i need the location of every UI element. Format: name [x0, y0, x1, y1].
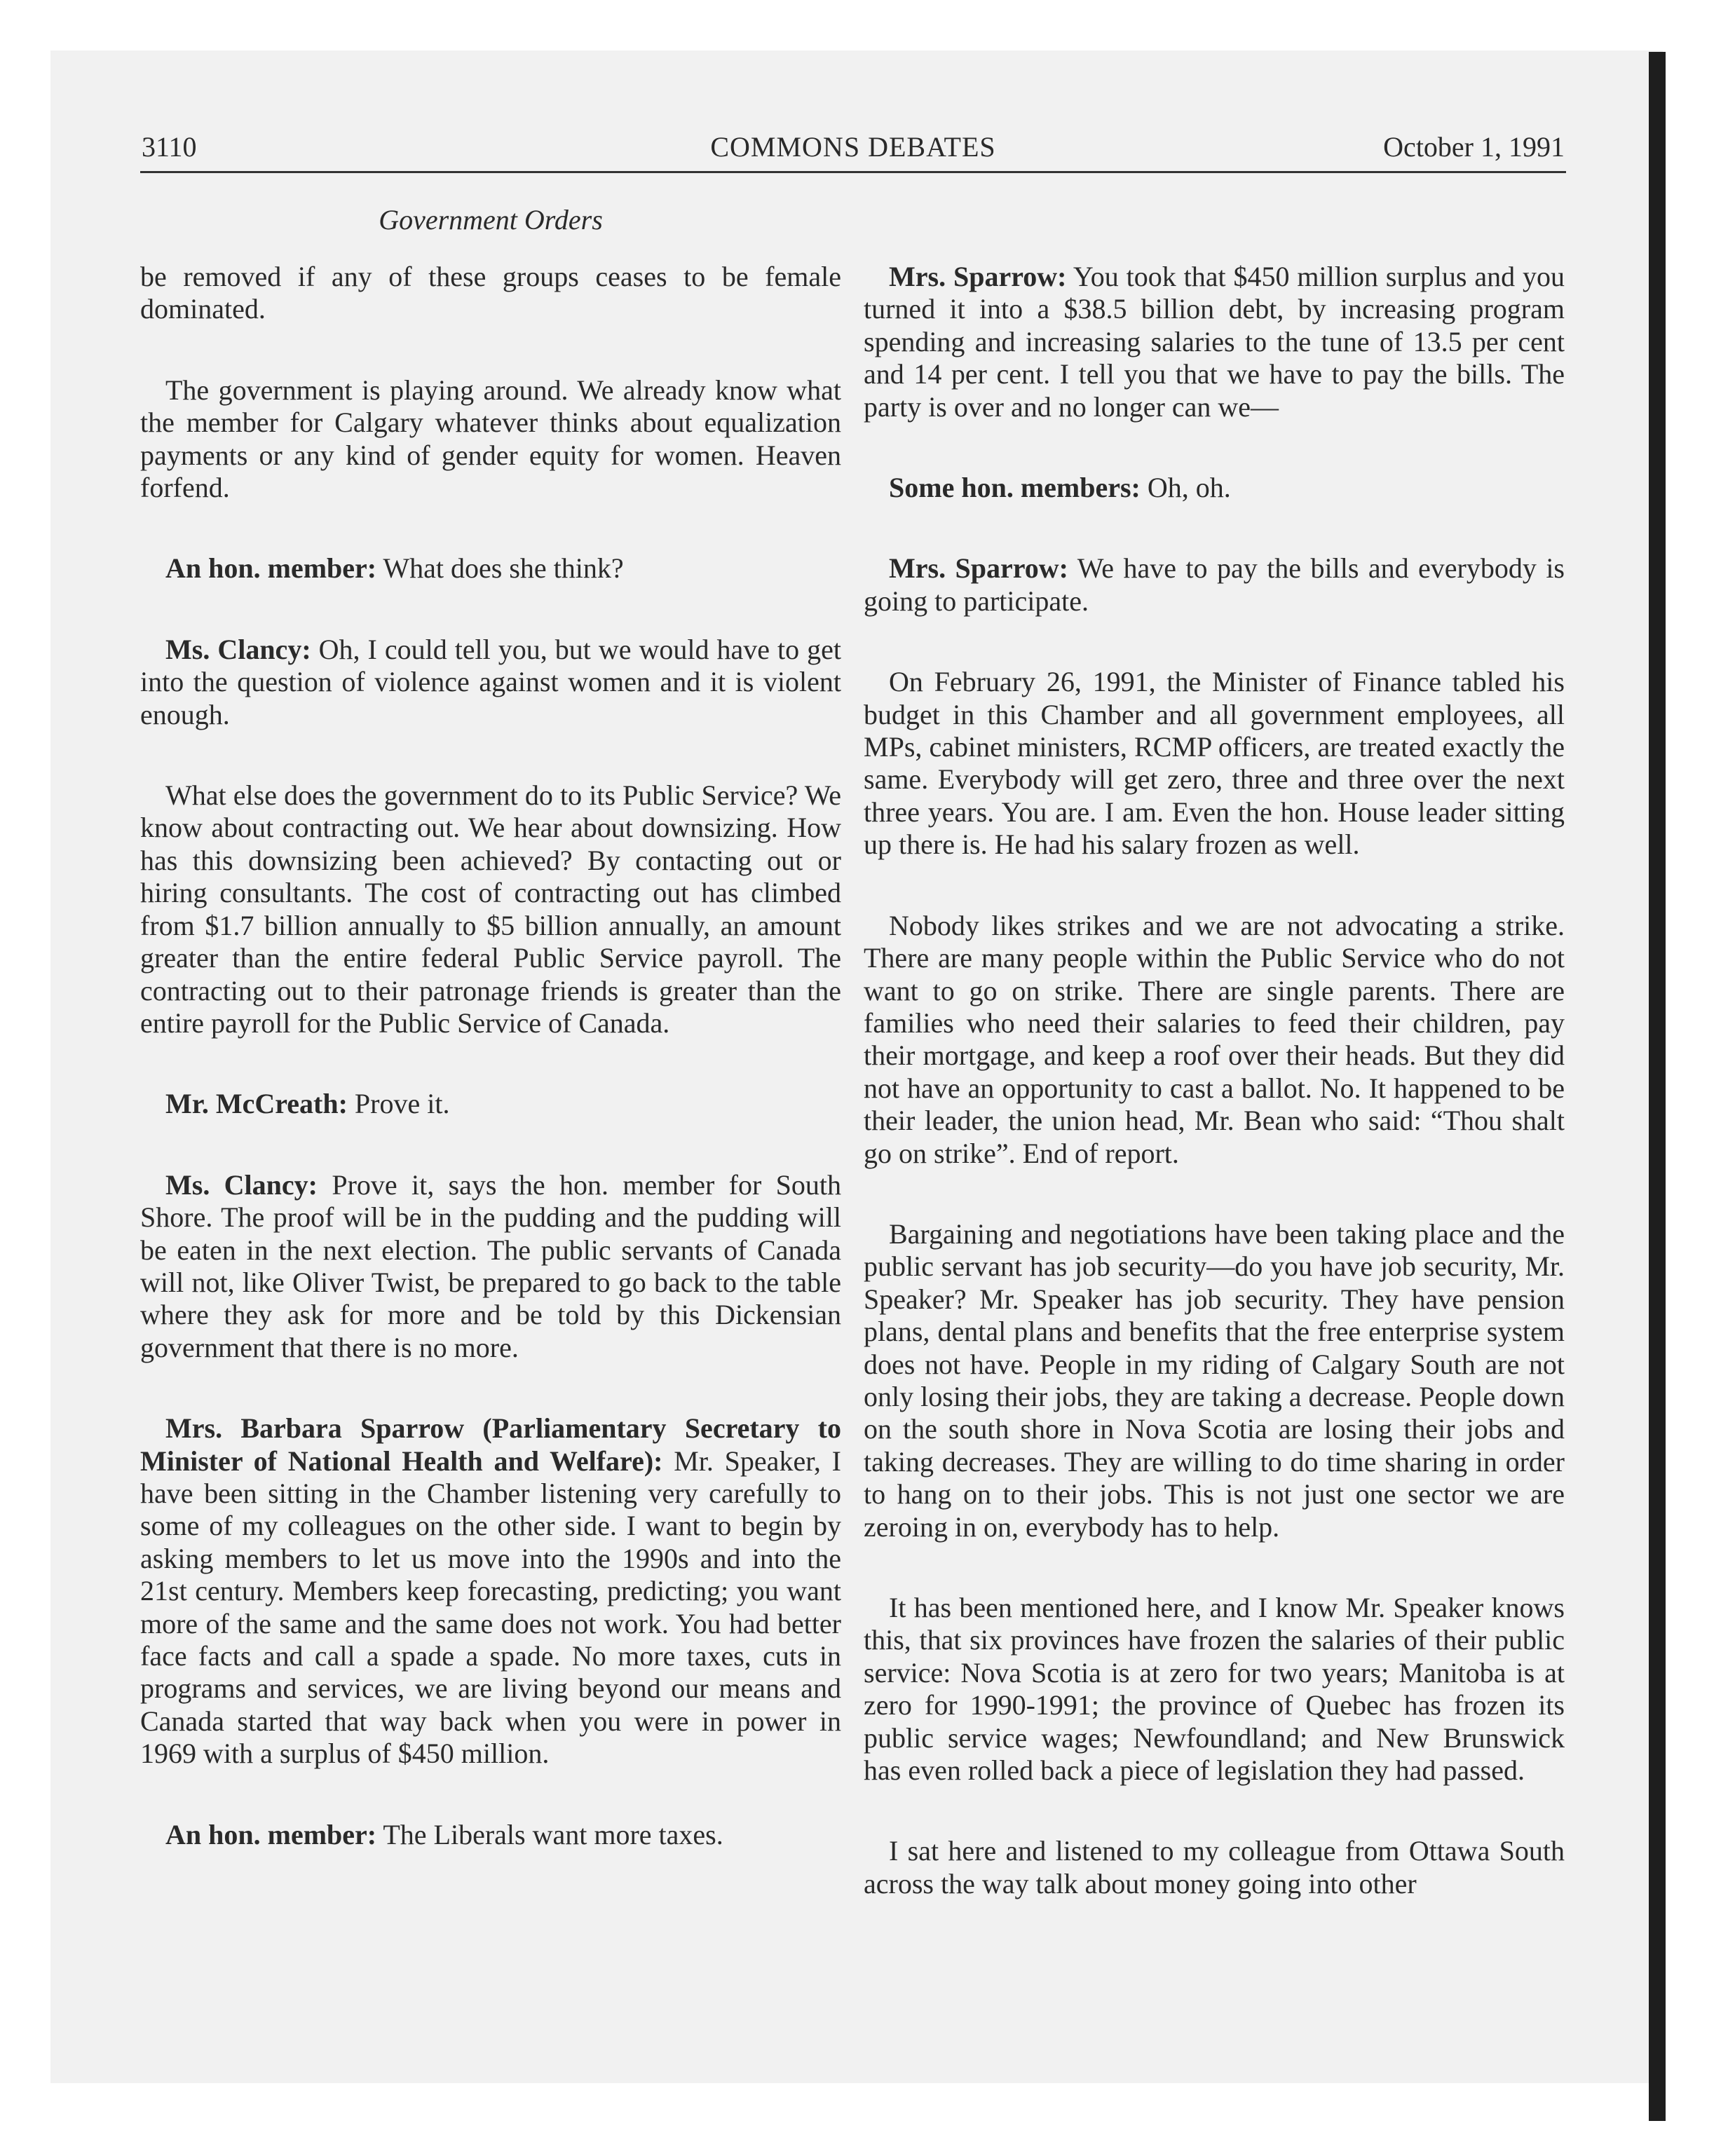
paragraph — [140, 779, 841, 1039]
paragraph-text: Prove it. — [347, 1088, 450, 1120]
paragraph — [864, 910, 1565, 1170]
paragraph-text: Mr. Speaker, I have been sitting in the Chamber listening very carefully to some of my colleagues on the other side. I want to begin by asking members to let us move into the 1990s and into the 21st century. Members keep forecasting, predicting; you want more of the same and the same does not work. You had better face facts and call a spade a spade. No more taxes, cuts in programs and services, we are living beyond our means and Canada started that way back when you were in power in 1969 with a surplus of $450 million. — [140, 1445, 841, 1770]
paragraph-text: It has been mentioned here, and I know Mr. Speaker knows this, that six provinces have frozen the salaries of their public service: Nova Scotia is at zero for two years; Manitoba is at zero for 1990-1991; the province of Quebec has frozen its public service wages; Newfoundland; and New Brunswick has even rolled back a piece of legislation they had passed. — [864, 1592, 1565, 1787]
journal-title: COMMONS DEBATES — [710, 131, 996, 163]
speaker-name: Mrs. Sparrow: — [889, 261, 1067, 292]
issue-date: October 1, 1991 — [1383, 131, 1565, 163]
paragraph — [140, 634, 841, 731]
paragraph — [140, 261, 841, 326]
paragraph — [864, 1835, 1565, 1900]
speaker-name: Some hon. members: — [889, 472, 1141, 504]
right-column — [864, 261, 1565, 1949]
paragraph-text: be removed if any of these groups ceases to be female dominated. — [140, 261, 841, 325]
paragraph-text: The Liberals want more taxes. — [376, 1818, 723, 1850]
paragraph-text: Nobody likes strikes and we are not advocating a strike. There are many people within the Public Service who do not want to go on strike. There are single parents. There are families who need their salaries to feed their children, pay their mortgage, and keep a roof over their heads. But they did not have an opportunity to cast a ballot. No. It happened to be their leader, the union head, Mr. Bean who said: “Thou shalt go on strike”. End of report. — [864, 909, 1565, 1169]
speaker-name: An hon. member: — [165, 552, 377, 585]
page-header — [142, 125, 1565, 174]
paragraph-text: Oh, oh. — [1140, 472, 1231, 504]
paragraph-text: Bargaining and negotiations have been taking place and the public servant has job security—do you have job security, Mr. Speaker? Mr. Speaker has job security. They have pension plans, dental plans and benefits that the free enterprise system does not have. People in my riding of Calgary South are not only losing their jobs, they are taking a decrease. People down on the south shore in Nova Scotia are losing their jobs and taking decreases. They are willing to do time sharing in order to hang on to their jobs. This is not just one sector we are zeroing in on, everybody has to help. — [864, 1217, 1565, 1543]
paragraph-text: Prove it, says the hon. member for South Shore. The proof will be in the pudding and the pudding will be eaten in the next election. The public servants of Canada will not, like Oliver Twist, be prepared to go back to the table where they ask for more and be told by this Dickensian government that there is no more. — [140, 1168, 842, 1363]
paragraph — [864, 1592, 1565, 1787]
speaker-name: Mr. McCreath: — [165, 1088, 348, 1120]
section-title: Government Orders — [379, 204, 603, 236]
paragraph — [864, 472, 1565, 504]
paragraph — [140, 1412, 841, 1770]
page-number: 3110 — [142, 131, 197, 163]
paragraph-text: I sat here and listened to my colleague from Ottawa South across the way talk about money going into other — [864, 1835, 1565, 1899]
paragraph — [140, 1819, 841, 1851]
paragraph-text: We have to pay the bills and everybody is going to participate. — [864, 552, 1565, 617]
paragraph — [140, 1169, 841, 1364]
paragraph — [140, 374, 841, 505]
paragraph-text: Oh, I could tell you, but we would have to get into the question of violence against women and it is violent enough. — [140, 633, 841, 730]
scan-edge-shadow — [1649, 52, 1666, 2121]
left-column — [140, 261, 841, 1899]
paragraph-text: What else does the government do to its Public Service? We know about contracting out. We hear about downsizing. How has this downsizing been achieved? By contacting out or hiring consultants. The cost of contracting out has climbed from $1.7 billion annually to $5 billion annually, an amount greater than the entire federal Public Service payroll. The contracting out to their patronage friends is greater than the entire payroll for the Public Service of Canada. — [140, 779, 841, 1039]
speaker-name: An hon. member: — [165, 1818, 377, 1850]
paragraph — [864, 261, 1565, 423]
paragraph-text: On February 26, 1991, the Minister of Finance tabled his budget in this Chamber and all government employees, all MPs, cabinet ministers, RCMP officers, are treated exactly the same. Everybody will get zero, three and three over the next three years. You are. I am. Even the hon. House leader sitting up there is. He had his salary frozen as well. — [864, 666, 1565, 861]
paragraph — [864, 1218, 1565, 1543]
header-rule — [140, 171, 1566, 173]
speaker-name: Ms. Clancy: — [165, 633, 311, 665]
paragraph-text: What does she think? — [376, 552, 624, 585]
speaker-name: Ms. Clancy: — [165, 1168, 318, 1201]
paragraph — [864, 552, 1565, 618]
paragraph — [140, 552, 841, 585]
paragraph — [864, 666, 1565, 861]
speaker-name: Mrs. Sparrow: — [889, 552, 1069, 585]
paragraph-text: You took that $450 million surplus and you turned it into a $38.5 billion debt, by increasing program spending and increasing salaries to the tune of 13.5 per cent and 14 per cent. I tell you that we have to pay the bills. The party is over and no longer can we— — [864, 261, 1565, 423]
speaker-name: Mrs. Barbara Sparrow (Parliamentary Secretary to Minister of National Health and Welfare): — [140, 1412, 841, 1477]
paragraph — [140, 1088, 841, 1120]
paragraph-text: The government is playing around. We already know what the member for Calgary whatever thinks about equalization payments or any kind of gender equity for women. Heaven forfend. — [140, 374, 841, 504]
